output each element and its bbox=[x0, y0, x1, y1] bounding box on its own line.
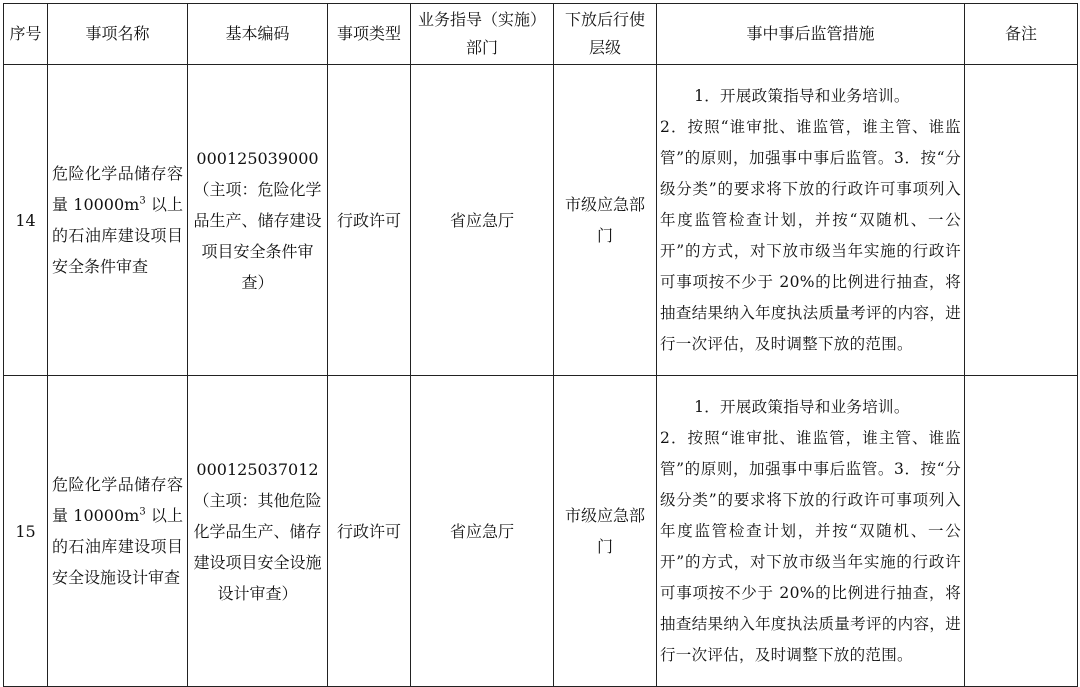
item-name-text-cont: 以上的石油库建设项目安全条件审查 bbox=[52, 195, 183, 276]
row-remarks bbox=[965, 65, 1078, 376]
table-row bbox=[4, 65, 1078, 376]
row-item-name bbox=[48, 65, 188, 376]
measure-item-2-3: 2．按照“谁审批、谁监管，谁主管、谁监管”的原则，加强事中事后监管。3．按“分级分类”的要求将下放的行政许可事项列入年度监管检查计划，并按“双随机、一公开”的方式，对下放市级当年实施的行政许可事项按不少于 20%的比例进行抽查，将抽查结果纳入年度执法质量考评的内容，进行一次评估，及时调整下放的范围。 bbox=[660, 117, 961, 353]
header-exercise-level: 下放后行使层级 bbox=[554, 4, 657, 65]
row-guiding-dept: 省应急厅 bbox=[411, 376, 554, 687]
row-index: 14 bbox=[4, 65, 48, 376]
row-base-code: 000125039000（主项：危险化学品生产、储存建设项目安全条件审查） bbox=[188, 65, 328, 376]
measure-item-2-3: 2．按照“谁审批、谁监管，谁主管、谁监管”的原则，加强事中事后监管。3．按“分级分类”的要求将下放的行政许可事项列入年度监管检查计划，并按“双随机、一公开”的方式，对下放市级当年实施的行政许可事项按不少于 20%的比例进行抽查，将抽查结果纳入年度执法质量考评的内容，进行一次评估，及时调整下放的范围。 bbox=[660, 428, 961, 664]
regulatory-items-table bbox=[3, 3, 1078, 687]
header-guiding-dept: 业务指导（实施）部门 bbox=[411, 4, 554, 65]
item-name-superscript: 3 bbox=[139, 195, 146, 207]
row-base-code: 000125037012（主项：其他危险化学品生产、储存建设项目安全设施设计审查） bbox=[188, 376, 328, 687]
row-item-type: 行政许可 bbox=[328, 65, 411, 376]
header-item-name: 事项名称 bbox=[48, 4, 188, 65]
header-supervision-measures: 事中事后监管措施 bbox=[657, 4, 965, 65]
header-row bbox=[4, 4, 1078, 65]
row-supervision-measures bbox=[657, 65, 965, 376]
item-name-text: 危险化学品储存容量 10000m bbox=[52, 164, 183, 214]
row-exercise-level: 市级应急部门 bbox=[554, 376, 657, 687]
row-remarks bbox=[965, 376, 1078, 687]
table-row bbox=[4, 376, 1078, 687]
row-guiding-dept: 省应急厅 bbox=[411, 65, 554, 376]
measure-item-1: 1．开展政策指导和业务培训。 bbox=[694, 86, 910, 105]
row-item-name bbox=[48, 376, 188, 687]
row-supervision-measures bbox=[657, 376, 965, 687]
header-base-code: 基本编码 bbox=[188, 4, 328, 65]
measure-item-1: 1．开展政策指导和业务培训。 bbox=[694, 397, 910, 416]
item-name-text: 危险化学品储存容量 10000m bbox=[52, 475, 183, 525]
row-exercise-level: 市级应急部门 bbox=[554, 65, 657, 376]
header-item-type: 事项类型 bbox=[328, 4, 411, 65]
header-index: 序号 bbox=[4, 4, 48, 65]
item-name-text-cont: 以上的石油库建设项目安全设施设计审查 bbox=[52, 506, 183, 587]
header-remarks: 备注 bbox=[965, 4, 1078, 65]
row-item-type: 行政许可 bbox=[328, 376, 411, 687]
row-index: 15 bbox=[4, 376, 48, 687]
item-name-superscript: 3 bbox=[139, 506, 146, 518]
